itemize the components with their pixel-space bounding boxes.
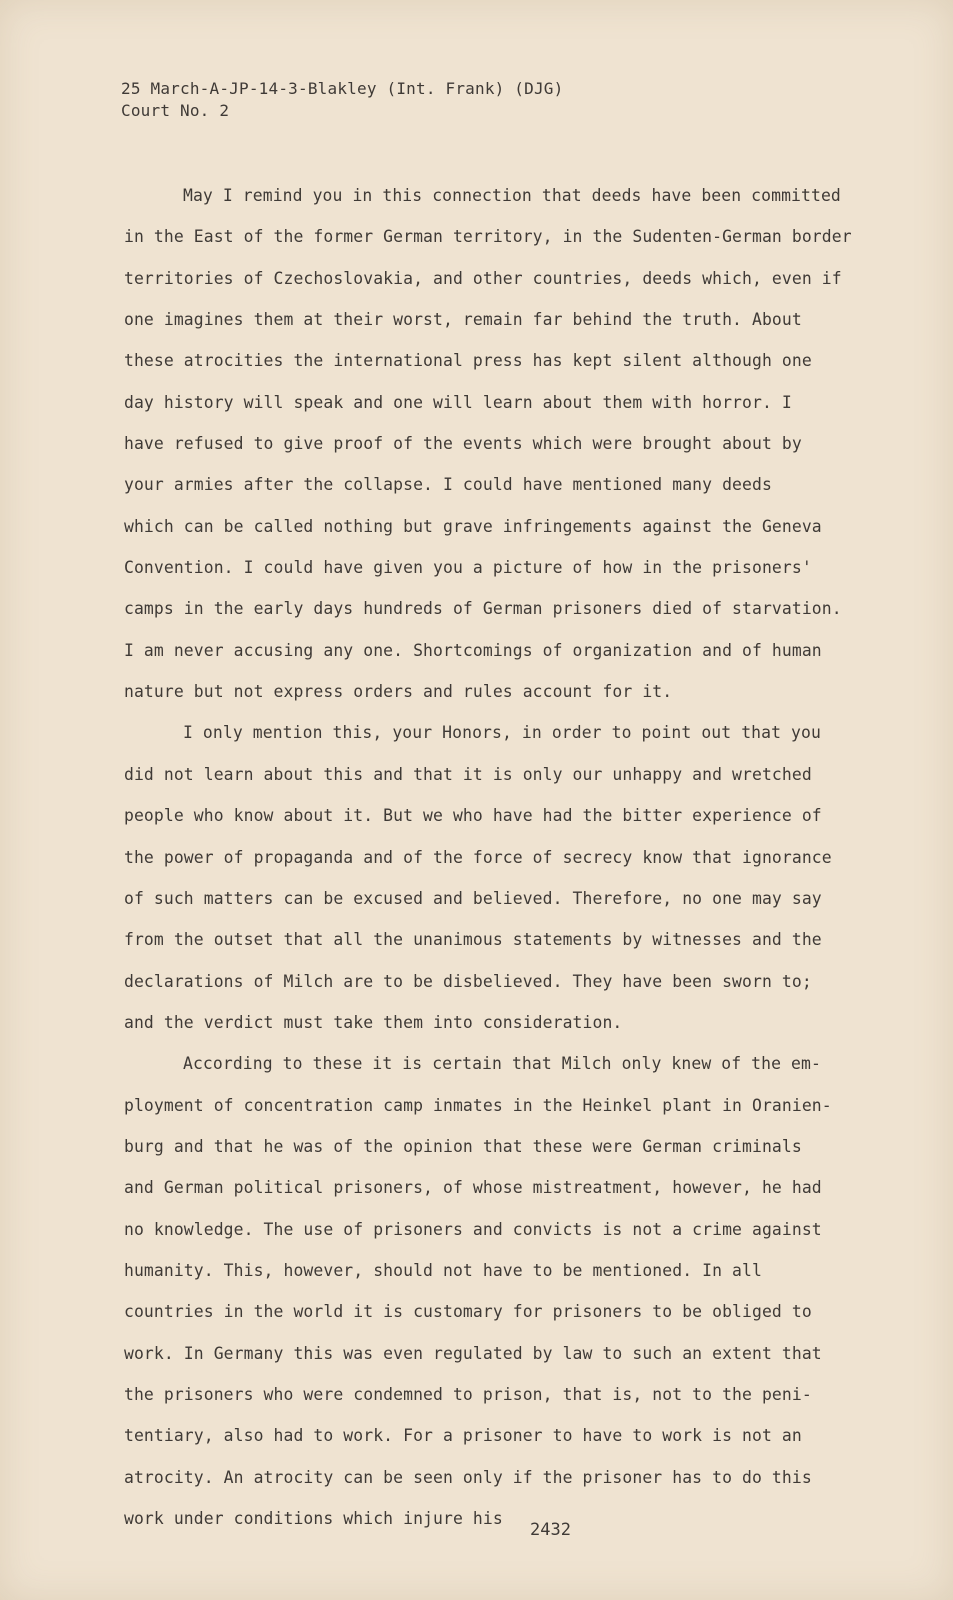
- text-line: your armies after the collapse. I could have mentioned many deeds: [124, 475, 772, 495]
- text-line: camps in the early days hundreds of German prisoners died of starvation.: [124, 599, 842, 619]
- header-reference-line: 25 March-A-JP-14-3-Blakley (Int. Frank) (DJG): [121, 79, 564, 98]
- text-line: no knowledge. The use of prisoners and convicts is not a crime against: [124, 1219, 822, 1239]
- body-text: [124, 175, 884, 1539]
- text-line: tentiary, also had to work. For a prisoner to have to work is not an: [124, 1426, 802, 1446]
- text-line: nature but not express orders and rules account for it.: [124, 682, 673, 702]
- page-number: 2432: [530, 1520, 571, 1540]
- text-line: countries in the world it is customary for prisoners to be obliged to: [124, 1302, 812, 1322]
- header-court-line: Court No. 2: [121, 101, 230, 120]
- text-line: territories of Czechoslovakia, and other countries, deeds which, even if: [124, 268, 842, 288]
- text-line: which can be called nothing but grave infringements against the Geneva: [124, 516, 822, 536]
- text-line: ployment of concentration camp inmates in the Heinkel plant in Oranien-: [124, 1095, 832, 1115]
- text-line: According to these it is certain that Milch only knew of the em-: [183, 1054, 821, 1074]
- text-line: declarations of Milch are to be disbelieved. They have been sworn to;: [124, 971, 812, 991]
- text-line: and the verdict must take them into consideration.: [124, 1012, 623, 1032]
- text-line: work. In Germany this was even regulated by law to such an extent that: [124, 1343, 822, 1363]
- text-line: day history will speak and one will learn about them with horror. I: [124, 392, 792, 412]
- text-line: one imagines them at their worst, remain far behind the truth. About: [124, 310, 802, 330]
- text-line: in the East of the former German territory, in the Sudenten-German border: [124, 227, 852, 247]
- text-line: from the outset that all the unanimous statements by witnesses and the: [124, 930, 822, 950]
- text-line: and German political prisoners, of whose mistreatment, however, he had: [124, 1178, 822, 1198]
- text-line: humanity. This, however, should not have to be mentioned. In all: [124, 1260, 762, 1280]
- text-line: the prisoners who were condemned to prison, that is, not to the peni-: [124, 1384, 812, 1404]
- text-line: these atrocities the international press has kept silent although one: [124, 351, 812, 371]
- text-line: people who know about it. But we who have had the bitter experience of: [124, 806, 822, 826]
- text-line: atrocity. An atrocity can be seen only if the prisoner has to do this: [124, 1467, 812, 1487]
- document-header: [121, 78, 563, 122]
- text-line: I only mention this, your Honors, in order to point out that you: [183, 723, 821, 743]
- text-line: I am never accusing any one. Shortcomings of organization and of human: [124, 640, 822, 660]
- text-line: did not learn about this and that it is only our unhappy and wretched: [124, 764, 812, 784]
- text-line: the power of propaganda and of the force of secrecy know that ignorance: [124, 847, 832, 867]
- text-line: May I remind you in this connection that deeds have been committed: [183, 186, 841, 205]
- text-line: of such matters can be excused and believed. Therefore, no one may say: [124, 888, 822, 908]
- text-line: have refused to give proof of the events which were brought about by: [124, 434, 802, 454]
- text-line: Convention. I could have given you a picture of how in the prisoners': [124, 558, 812, 578]
- text-line: burg and that he was of the opinion that these were German criminals: [124, 1136, 802, 1156]
- text-line: work under conditions which injure his: [124, 1509, 503, 1528]
